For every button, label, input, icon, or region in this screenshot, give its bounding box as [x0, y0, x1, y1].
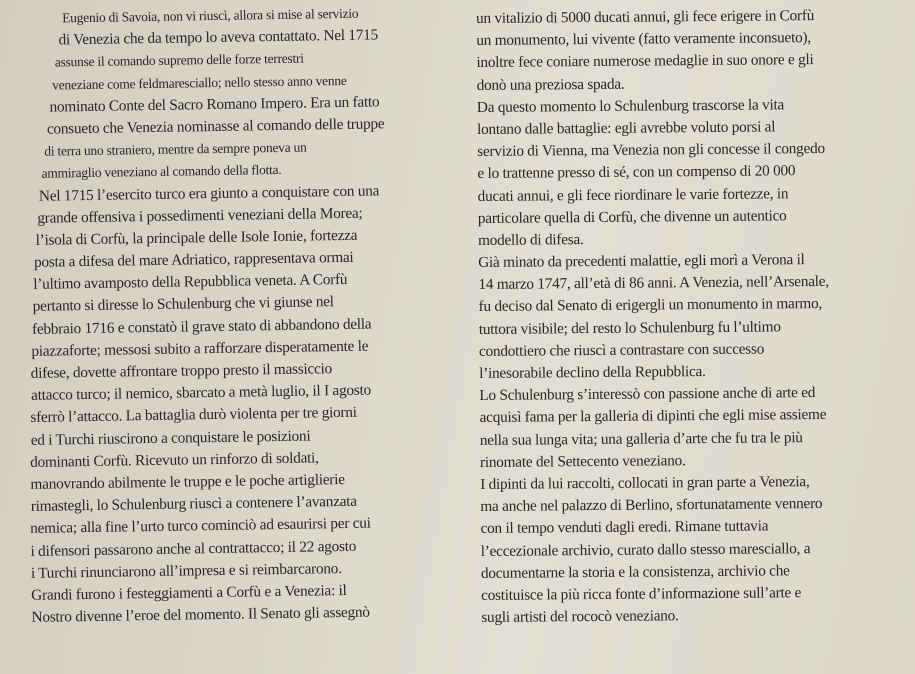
text-line: febbraio 1716 e constatò il grave stato di abbandono della — [31, 315, 372, 338]
text-line: i difensori passarono anche al contrattacco; il 22 agosto — [30, 537, 357, 560]
text-line: modello di difesa. — [477, 230, 584, 249]
right-text-column — [476, 4, 901, 629]
text-line: i Turchi rinunciarono all’impresa e si reimbarcarono. — [30, 559, 342, 582]
text-line: fu deciso dal Senato di erigergli un monumento in marmo, — [478, 295, 823, 316]
text-line: lontano dalle battaglie: egli avrebbe voluto porsi al — [476, 118, 776, 138]
text-line: posta a difesa del mare Adriatico, rappresentava ormai — [33, 248, 354, 271]
text-line: I dipinti da lui raccolti, collocati in gran parte a Venezia, — [480, 473, 810, 493]
text-line: Eugenio di Savoia, non vi riuscì, allora si mise al servizio — [62, 5, 359, 26]
text-line: ammiraglio veneziano al comando della flotta. — [41, 162, 282, 182]
text-line: tuttora visibile; del resto lo Schulenburg fu l’ultimo — [478, 317, 781, 338]
text-line: nemica; alla fine l’urto turco cominciò ad esaurirsi per cui — [30, 514, 371, 538]
text-line: consueto che Venezia nominasse al comando delle truppe — [46, 115, 385, 138]
text-line: manovrando abilmente le truppe e le poche artiglierie — [30, 470, 345, 493]
text-line: l’ultimo avamposto della Repubblica veneta. A Corfù — [33, 271, 348, 294]
text-line: Da questo momento lo Schulenburg trascorse la vita — [476, 96, 785, 116]
text-line: rimastegli, lo Schulenburg riuscì a contenere l’avanzata — [30, 492, 357, 516]
text-line: l’isola di Corfù, la principale delle Isole Ionie, fortezza — [35, 226, 358, 249]
text-line: veneziane come feldmaresciallo; nello stesso anno venne — [52, 72, 347, 93]
text-line: Già minato da precedenti malattie, egli morì a Verona il — [478, 251, 805, 272]
text-line: Grandi furono i festeggiamenti a Corfù e a Venezia: il — [31, 581, 347, 604]
text-line: un monumento, lui vivente (fatto veramente inconsueto), — [476, 29, 811, 50]
text-line: dominanti Corfù. Ricevuto un rinforzo di soldati, — [30, 449, 319, 471]
text-line: condottiero che riuscì a contrastare con successo — [478, 340, 765, 360]
text-line: nominato Conte del Sacro Romano Impero. Era un fatto — [49, 93, 380, 116]
text-line: ducati annui, e gli fece riordinare le varie fortezze, in — [477, 184, 789, 205]
text-line: attacco turco; il nemico, sbarcato a metà luglio, il I agosto — [30, 381, 372, 405]
text-line: 14 marzo 1747, all’età di 86 anni. A Venezia, nell’Arsenale, — [478, 273, 829, 294]
text-line: l’inesorabile declino della Repubblica. — [479, 363, 706, 382]
text-line: inoltre fece coniare numerose medaglie in suo onore e gli — [476, 51, 814, 72]
text-line: sugli artisti del rococò veneziano. — [481, 607, 679, 627]
text-line: nella sua lunga vita; una galleria d’arte che fu tra le più — [479, 428, 803, 449]
text-line: assunse il comando supremo delle forze terrestri — [54, 50, 304, 70]
text-line: particolare quella di Corfù, che divenne un autentico — [477, 206, 787, 227]
text-line: Lo Schulenburg s’interessò con passione anche di arte ed — [479, 384, 816, 405]
text-line: grande offensiva i possedimenti veneziani della Morea; — [37, 204, 363, 227]
text-line: piazzaforte; messosi subito a rafforzare disperatamente le — [31, 337, 369, 360]
text-line: l’eccezionale archivio, curato dallo stesso maresciallo, a — [480, 539, 811, 560]
text-line: pertanto si diresse lo Schulenburg che vi giunse nel — [32, 293, 334, 316]
text-line: Nostro divenne l’eroe del momento. Il Senato gli assegnò — [31, 603, 370, 626]
text-line: documentarne la storia e la consistenza, archivio che — [480, 561, 790, 582]
text-line: sferrò l’attacco. La battaglia durò violenta per tre giorni — [30, 404, 357, 427]
text-line: con il tempo venduti dagli eredi. Rimane tuttavia — [480, 517, 769, 538]
text-line: acquisì fama per la galleria di dipinti che egli mise assieme — [479, 406, 827, 427]
text-line: rinomate del Settecento veneziano. — [479, 451, 686, 471]
text-line: servizio di Vienna, ma Venezia non gli concesse il congedo — [477, 140, 825, 161]
text-line: difese, dovette affrontare troppo presto il massiccio — [30, 360, 333, 382]
text-line: ma anche nel palazzo di Berlino, sfortunatamente vennero — [480, 495, 823, 516]
text-line: costituisce la più ricca fonte d’informazione sull’arte e — [481, 584, 802, 604]
text-line: ed i Turchi riuscirono a conquistare le posizioni — [30, 427, 311, 449]
text-line: di Venezia che da tempo lo aveva contattato. Nel 1715 — [58, 26, 379, 49]
text-line: di terra uno straniero, mentre da sempre poneva un — [44, 139, 307, 159]
text-line: Nel 1715 l’esercito turco era giunto a conquistare con una — [38, 181, 380, 205]
left-text-column — [22, 1, 472, 629]
text-line: un vitalizio di 5000 ducati annui, gli fece erigere in Corfù — [476, 7, 815, 27]
text-line: e lo trattenne presso di sé, con un compenso di 20 000 — [477, 162, 796, 183]
text-line: donò una preziosa spada. — [476, 75, 625, 94]
